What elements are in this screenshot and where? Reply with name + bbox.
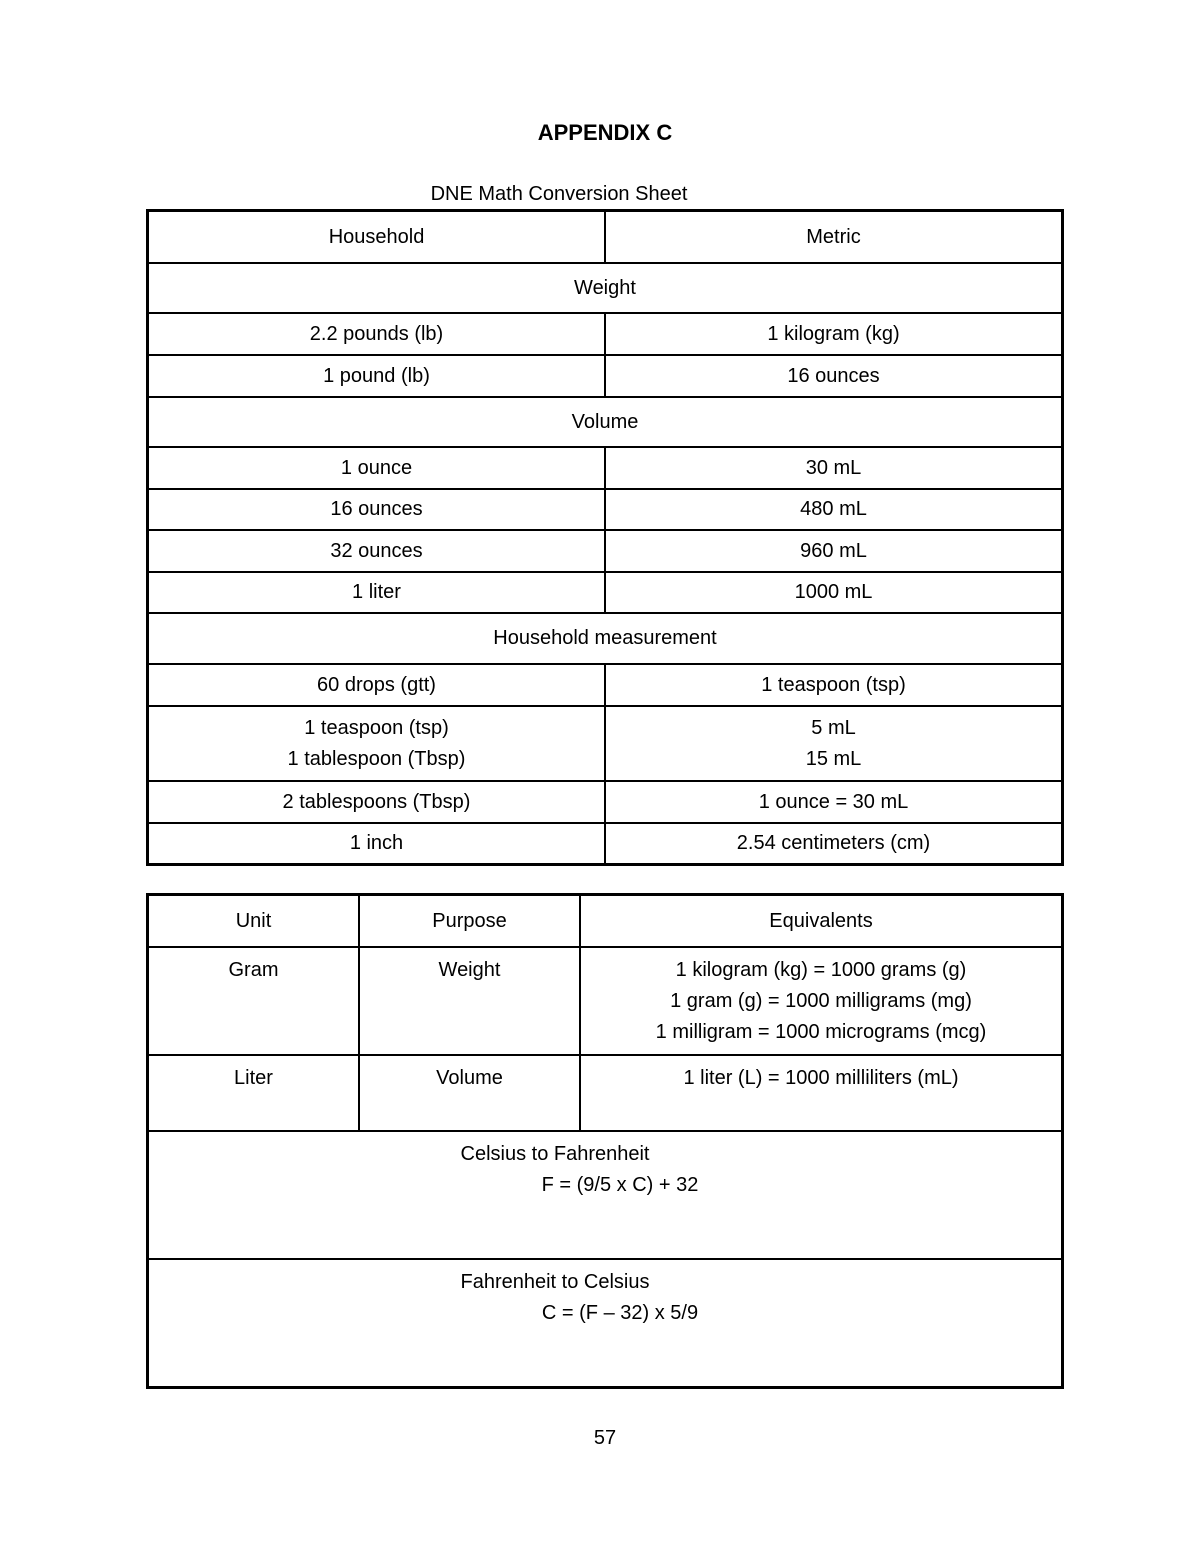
equivalents-cell	[581, 948, 1064, 1056]
metric-line: 5 mL	[811, 716, 856, 739]
household-cell	[149, 707, 606, 782]
household-cell: 32 ounces	[149, 531, 606, 573]
conversion-table	[146, 209, 1064, 866]
purpose-cell: Weight	[360, 948, 581, 1056]
equivalent-line: 1 gram (g) = 1000 milligrams (mg)	[670, 990, 972, 1012]
equivalent-line: 1 liter (L) = 1000 milliliters (mL)	[683, 1067, 959, 1089]
sheet-title: DNE Math Conversion Sheet	[430, 183, 688, 205]
metric-cell	[606, 824, 1064, 866]
section-volume: Volume	[149, 398, 1064, 448]
household-cell: 1 liter	[149, 573, 606, 614]
metric-line: 1 teaspoon (tsp)	[761, 673, 906, 696]
household-line: 1 inch	[349, 832, 404, 854]
metric-cell	[606, 707, 1064, 782]
household-cell	[149, 824, 606, 866]
page-title: APPENDIX C	[537, 120, 673, 145]
metric-cell	[606, 665, 1064, 707]
metric-line: 1 ounce = 30 mL	[758, 790, 909, 813]
household-line: 60 drops (gtt)	[317, 673, 436, 696]
equivalent-line: 1 kilogram (kg) = 1000 grams (g)	[675, 959, 967, 981]
purpose-cell: Volume	[360, 1056, 581, 1132]
household-line: 2 tablespoons (Tbsp)	[282, 790, 471, 813]
header-purpose: Purpose	[360, 896, 581, 948]
metric-cell: 30 mL	[606, 448, 1064, 490]
formula-title: Celsius to Fahrenheit	[460, 1143, 650, 1165]
metric-cell	[606, 782, 1064, 824]
section-weight: Weight	[149, 264, 1064, 314]
household-cell: 1 ounce	[149, 448, 606, 490]
household-cell	[149, 782, 606, 824]
metric-cell: 1 kilogram (kg)	[606, 314, 1064, 356]
household-cell	[149, 665, 606, 707]
header-unit: Unit	[149, 896, 360, 948]
equivalent-line: 1 milligram = 1000 micrograms (mcg)	[655, 1021, 987, 1043]
units-table	[146, 893, 1064, 1389]
household-line: 1 teaspoon (tsp)	[304, 716, 449, 739]
celsius-to-fahrenheit-cell	[149, 1132, 1064, 1260]
formula-title: Fahrenheit to Celsius	[460, 1271, 650, 1293]
metric-cell: 480 mL	[606, 490, 1064, 531]
fahrenheit-to-celsius-cell	[149, 1260, 1064, 1389]
metric-line: 15 mL	[805, 747, 862, 770]
unit-cell: Liter	[149, 1056, 360, 1132]
page-number: 57	[593, 1427, 617, 1449]
header-equivalents: Equivalents	[581, 896, 1064, 948]
header-household: Household	[149, 212, 606, 264]
header-metric: Metric	[606, 212, 1064, 264]
unit-cell: Gram	[149, 948, 360, 1056]
section-household-measurement: Household measurement	[149, 614, 1064, 665]
formula-equation: F = (9/5 x C) + 32	[541, 1174, 699, 1196]
household-cell: 16 ounces	[149, 490, 606, 531]
household-cell: 1 pound (lb)	[149, 356, 606, 398]
metric-line: 2.54 centimeters (cm)	[736, 832, 931, 854]
formula-equation: C = (F – 32) x 5/9	[541, 1302, 699, 1324]
equivalents-cell	[581, 1056, 1064, 1132]
household-cell: 2.2 pounds (lb)	[149, 314, 606, 356]
metric-cell: 960 mL	[606, 531, 1064, 573]
metric-cell: 16 ounces	[606, 356, 1064, 398]
metric-cell: 1000 mL	[606, 573, 1064, 614]
household-line: 1 tablespoon (Tbsp)	[287, 747, 466, 770]
